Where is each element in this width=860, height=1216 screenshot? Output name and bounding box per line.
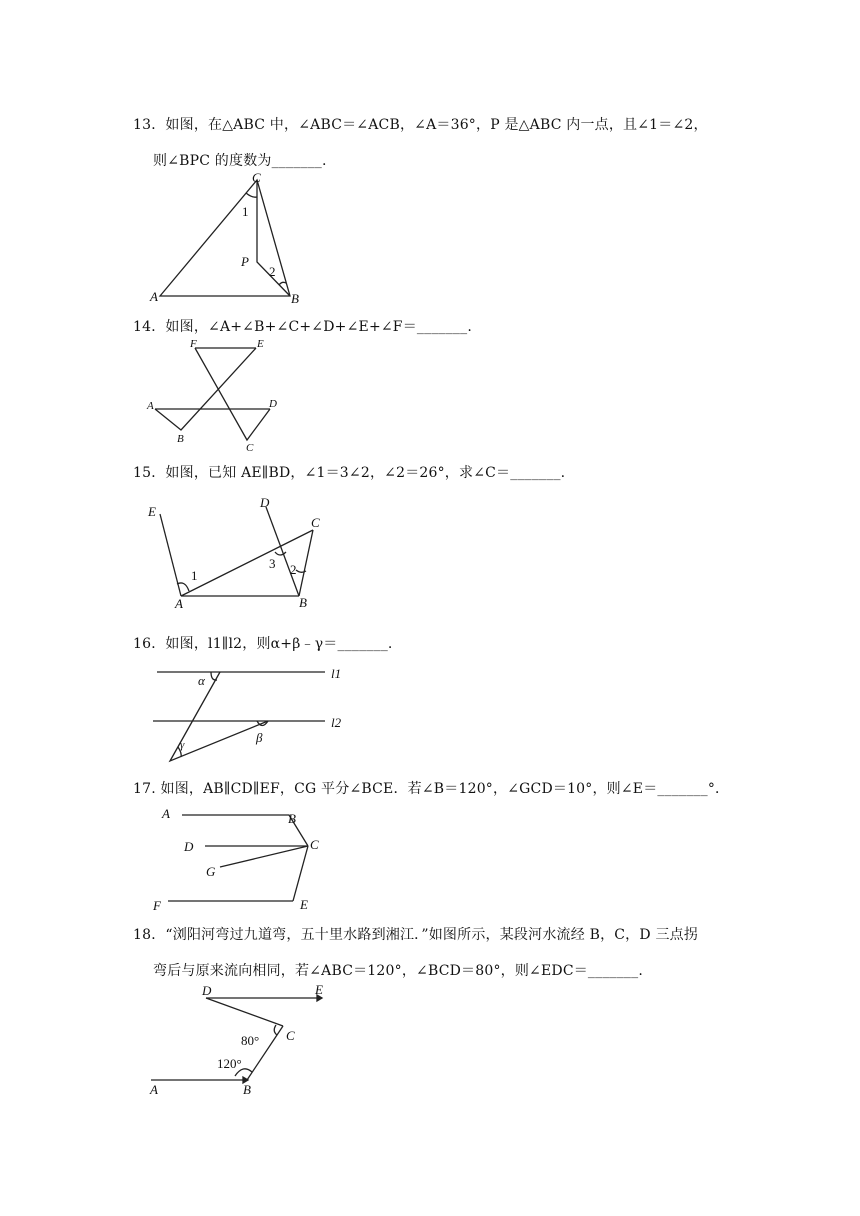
label-80-degrees: 80° xyxy=(241,1033,260,1048)
label-b: B xyxy=(291,291,299,306)
segment-cg xyxy=(220,846,308,867)
label-120-degrees: 120° xyxy=(217,1056,242,1071)
problem-13-line-2: 则∠BPC 的度数为_______. xyxy=(153,153,327,169)
label-alpha: α xyxy=(198,673,205,688)
label-c: C xyxy=(286,1028,295,1043)
problem-14-line-1: 14．如图，∠A+∠B+∠C+∠D+∠E+∠F＝_______. xyxy=(133,319,472,335)
label-b: B xyxy=(288,811,296,826)
path-a-b-e xyxy=(155,348,256,430)
segment-cb xyxy=(299,530,313,596)
segment-ce xyxy=(293,846,308,901)
label-c: C xyxy=(252,170,261,185)
figure-13-triangle xyxy=(145,170,345,310)
figure-14-hexagram xyxy=(143,337,293,455)
angle-80-arc xyxy=(274,1025,277,1035)
problem-18-line-2: 弯后与原来流向相同，若∠ABC＝120°，∠BCD＝80°，则∠EDC＝_______. xyxy=(153,963,643,979)
label-2: 2 xyxy=(269,264,276,279)
label-a: A xyxy=(150,1082,158,1097)
angle-2-arc xyxy=(279,282,286,285)
label-g: G xyxy=(206,864,216,879)
label-d: D xyxy=(269,398,277,410)
label-f: F xyxy=(190,338,197,350)
label-a: A xyxy=(147,400,154,412)
label-d: D xyxy=(184,839,194,854)
label-a: A xyxy=(175,596,183,611)
label-d: D xyxy=(202,983,212,998)
label-c: C xyxy=(310,837,319,852)
label-gamma: γ xyxy=(180,739,185,751)
label-1: 1 xyxy=(191,568,198,583)
label-c: C xyxy=(311,515,320,530)
label-e: E xyxy=(300,897,308,912)
path-f-c-d xyxy=(195,348,270,440)
angle-3-arc xyxy=(275,552,286,555)
figure-18-river-bend xyxy=(140,982,340,1097)
angle-1-arc xyxy=(246,193,257,197)
label-e: E xyxy=(315,982,323,997)
figure-17-parallel-lines xyxy=(148,803,348,915)
label-b: B xyxy=(299,595,307,610)
label-b: B xyxy=(177,433,184,445)
segment-cd xyxy=(206,998,283,1026)
label-l2: l2 xyxy=(331,715,342,730)
label-3: 3 xyxy=(269,556,276,571)
label-b: B xyxy=(243,1082,251,1097)
zigzag-path xyxy=(170,672,268,761)
label-p: P xyxy=(241,254,249,269)
label-2: 2 xyxy=(290,562,297,577)
problem-13-line-1: 13．如图，在△ABC 中，∠ABC＝∠ACB，∠A＝36°，P 是△ABC 内一点，且∠1＝∠2， xyxy=(133,117,708,133)
label-a: A xyxy=(150,289,158,304)
label-e: E xyxy=(148,504,156,519)
label-l1: l1 xyxy=(331,666,342,681)
problem-17-line-1: 17. 如图，AB∥CD∥EF，CG 平分∠BCE．若∠B＝120°，∠GCD＝10°，则∠E＝_______°． xyxy=(133,781,730,797)
label-d: D xyxy=(260,495,270,510)
figure-16-parallel-lines xyxy=(145,660,355,770)
problem-15-line-1: 15．如图，已知 AE∥BD，∠1＝3∠2，∠2＝26°，求∠C＝_______. xyxy=(133,465,566,481)
label-1: 1 xyxy=(242,204,249,219)
label-a: A xyxy=(162,806,170,821)
problem-18-line-1: 18．“浏阳河弯过九道弯，五十里水路到湘江．”如图所示，某段河水流经 B，C，D 三点拐 xyxy=(133,927,699,943)
figure-15-parallel-lines xyxy=(143,490,343,612)
label-f: F xyxy=(153,898,161,913)
label-e: E xyxy=(257,338,264,350)
label-beta: β xyxy=(256,730,263,745)
problem-16-line-1: 16．如图，l1∥l2，则α+β﹣γ＝_______. xyxy=(133,636,393,652)
label-c: C xyxy=(246,442,254,454)
